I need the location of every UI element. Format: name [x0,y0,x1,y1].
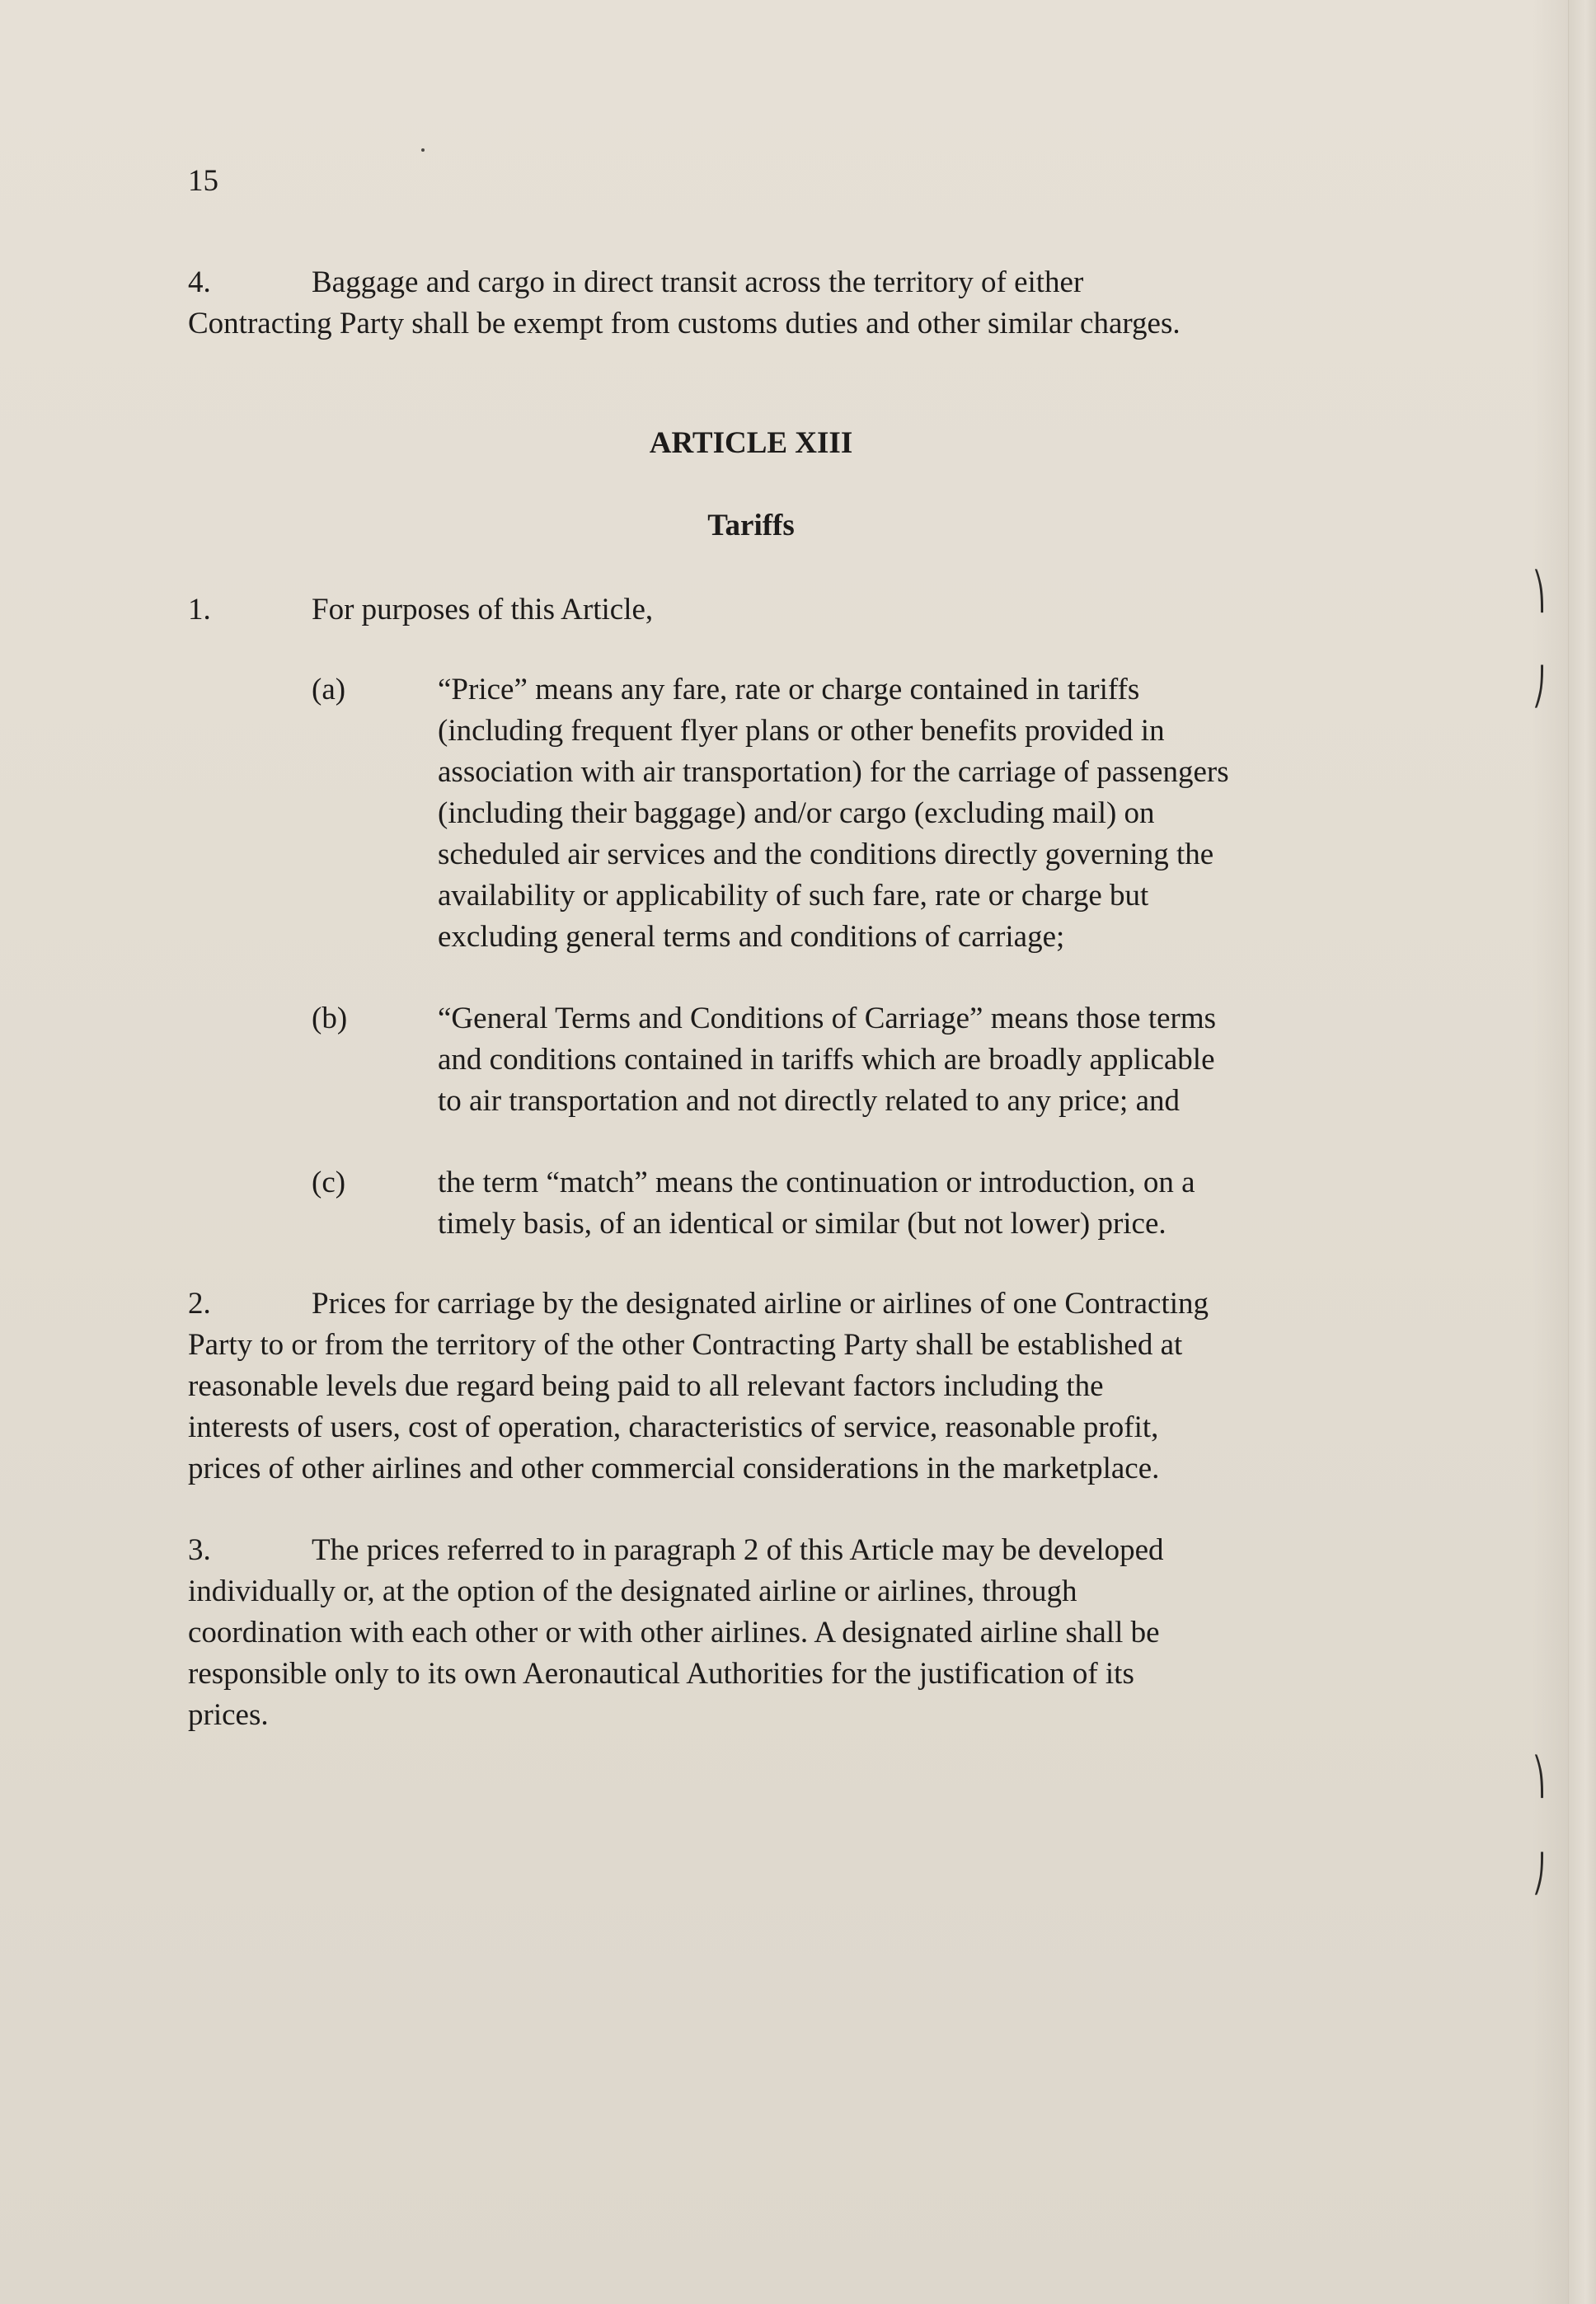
list-item-line: availability or applicability of such fare, rate or charge but [438,879,1149,913]
list-item-line: “Price” means any fare, rate or charge contained in tariffs [438,673,1140,706]
paragraph-line: prices. [188,1698,269,1732]
dust-speck [421,148,425,152]
page-edge [1568,0,1596,2304]
list-item-line: (including their baggage) and/or cargo (excluding mail) on [438,796,1155,830]
paragraph-number: 3. [188,1533,211,1567]
article-subtitle: Tariffs [707,509,795,542]
list-item-line: timely basis, of an identical or similar (but not lower) price. [438,1207,1166,1241]
paragraph-number: 2. [188,1287,211,1321]
list-item-line: and conditions contained in tariffs which are broadly applicable [438,1043,1215,1077]
paragraph-3 [188,1530,1334,1736]
paragraph-line: The prices referred to in paragraph 2 of this Article may be developed [312,1533,1164,1567]
list-item-label: (c) [312,1166,346,1199]
list-item-line: “General Terms and Conditions of Carriage” means those terms [438,1002,1217,1035]
paragraph-line: interests of users, cost of operation, characteristics of service, reasonable profit, [188,1410,1159,1444]
list-item-line: (including frequent flyer plans or other benefits provided in [438,714,1165,748]
paragraph-line: reasonable levels due regard being paid to all relevant factors including the [188,1369,1104,1403]
list-item-line: excluding general terms and conditions of carriage; [438,920,1065,954]
paragraph-line: responsible only to its own Aeronautical Authorities for the justification of its [188,1657,1134,1691]
paragraph-line: Prices for carriage by the designated airline or airlines of one Contracting [312,1287,1209,1321]
list-item-label: (b) [312,1002,348,1035]
list-item-line: to air transportation and not directly related to any price; and [438,1084,1181,1118]
paragraph-line: Contracting Party shall be exempt from customs duties and other similar charges. [188,307,1181,340]
page-number: 15 [188,164,218,198]
binding-mark: ⎠ [1533,1854,1546,1894]
paragraph-line: individually or, at the option of the designated airline or airlines, through [188,1574,1077,1608]
list-item-line: scheduled air services and the conditions directly governing the [438,838,1214,871]
paragraph-number: 4. [188,265,211,299]
paragraph-4 [188,262,1334,345]
paragraph-line: prices of other airlines and other commercial considerations in the marketplace. [188,1452,1160,1485]
paragraph-1 [188,589,1334,631]
binding-mark: ⎞ [1533,1757,1546,1797]
paragraph-2 [188,1283,1334,1490]
paragraph-line: Party to or from the territory of the other Contracting Party shall be established at [188,1328,1183,1362]
binding-mark: ⎠ [1533,667,1546,707]
list-item-line: association with air transportation) for the carriage of passengers [438,755,1229,789]
list-item-label: (a) [312,673,346,706]
binding-mark: ⎞ [1533,571,1546,612]
article-title: ARTICLE XIII [649,426,853,460]
paragraph-line: For purposes of this Article, [312,593,654,626]
paragraph-line: Baggage and cargo in direct transit across the territory of either [312,265,1084,299]
list-item-line: the term “match” means the continuation or introduction, on a [438,1166,1195,1199]
paragraph-number: 1. [188,593,211,626]
paragraph-line: coordination with each other or with other airlines. A designated airline shall be [188,1616,1160,1649]
